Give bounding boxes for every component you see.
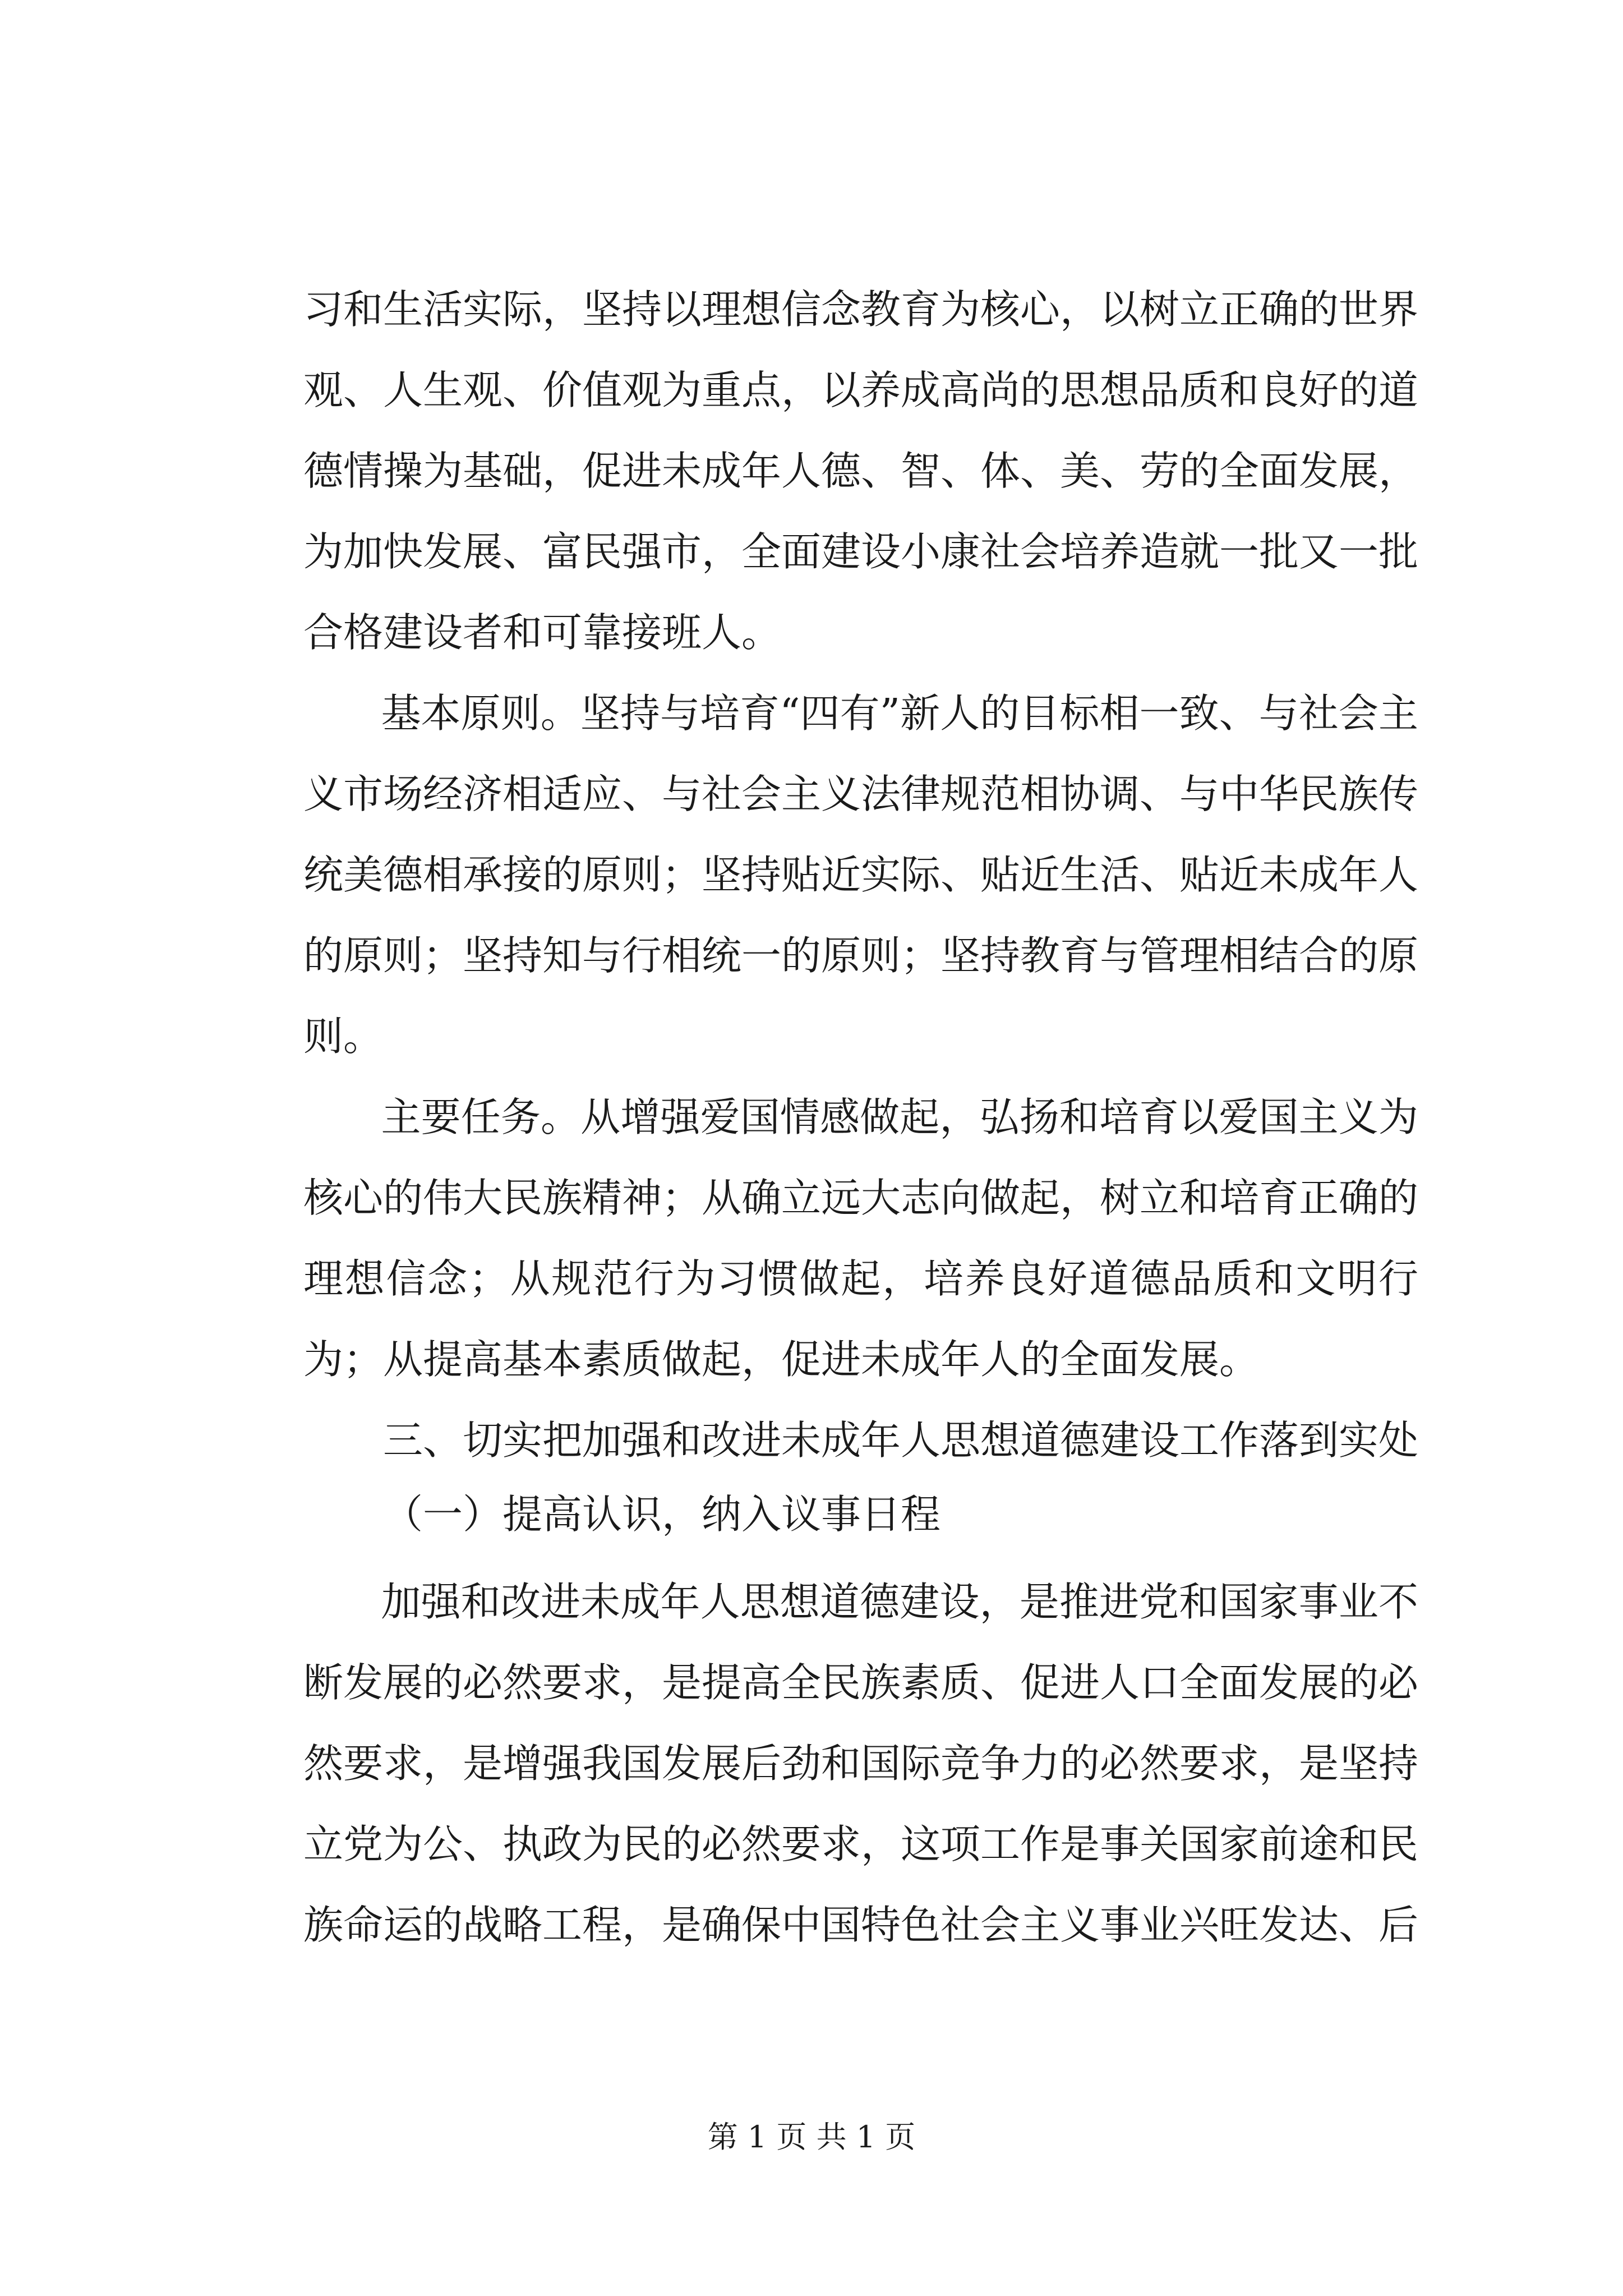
paragraph-objectives: 习和生活实际，坚持以理想信念教育为核心，以树立正确的世界观、人生观、价值观为重点，以养成高尚的思想品质和良好的道德情操为基础，促进未成年人德、智、体、美、劳的全面发展，为加快发展、富民强市，全面建设小康社会培养造就一批又一批合格建设者和可靠接班人。	[303, 286, 1419, 656]
document-body	[303, 269, 1418, 1966]
paragraph-main-tasks: 主要任务。从增强爱国情感做起，弘扬和培育以爱国主义为核心的伟大民族精神；从确立远大志向做起，树立和培育正确的理想信念；从规范行为习惯做起，培养良好道德品质和文明行为；从提高基本素质做起，促进未成年人的全面发展。	[303, 1094, 1419, 1383]
page-footer	[0, 2118, 1623, 2157]
paragraph-importance: 加强和改进未成年人思想道德建设，是推进党和国家事业不断发展的必然要求，是提高全民族素质、促进人口全面发展的必然要求，是增强我国发展后劲和国际竞争力的必然要求，是坚持立党为公、执政为民的必然要求，这项工作是事关国家前途和民族命运的战略工程，是确保中国特色社会主义事业兴旺发达、后	[303, 1579, 1419, 1948]
section-heading: 三、切实把加强和改进未成年人思想道德建设工作落到实处	[383, 1417, 1419, 1464]
subsection-heading: （一）提高认识，纳入议事日程	[383, 1491, 941, 1538]
paragraph-basic-principles: 基本原则。坚持与培育“四有”新人的目标相一致、与社会主义市场经济相适应、与社会主义法律规范相协调、与中华民族传统美德相承接的原则；坚持贴近实际、贴近生活、贴近未成年人的原则；坚持知与行相统一的原则；坚持教育与管理相结合的原则。	[303, 690, 1419, 1060]
page-number-label: 第 1 页 共 1 页	[707, 2119, 916, 2155]
